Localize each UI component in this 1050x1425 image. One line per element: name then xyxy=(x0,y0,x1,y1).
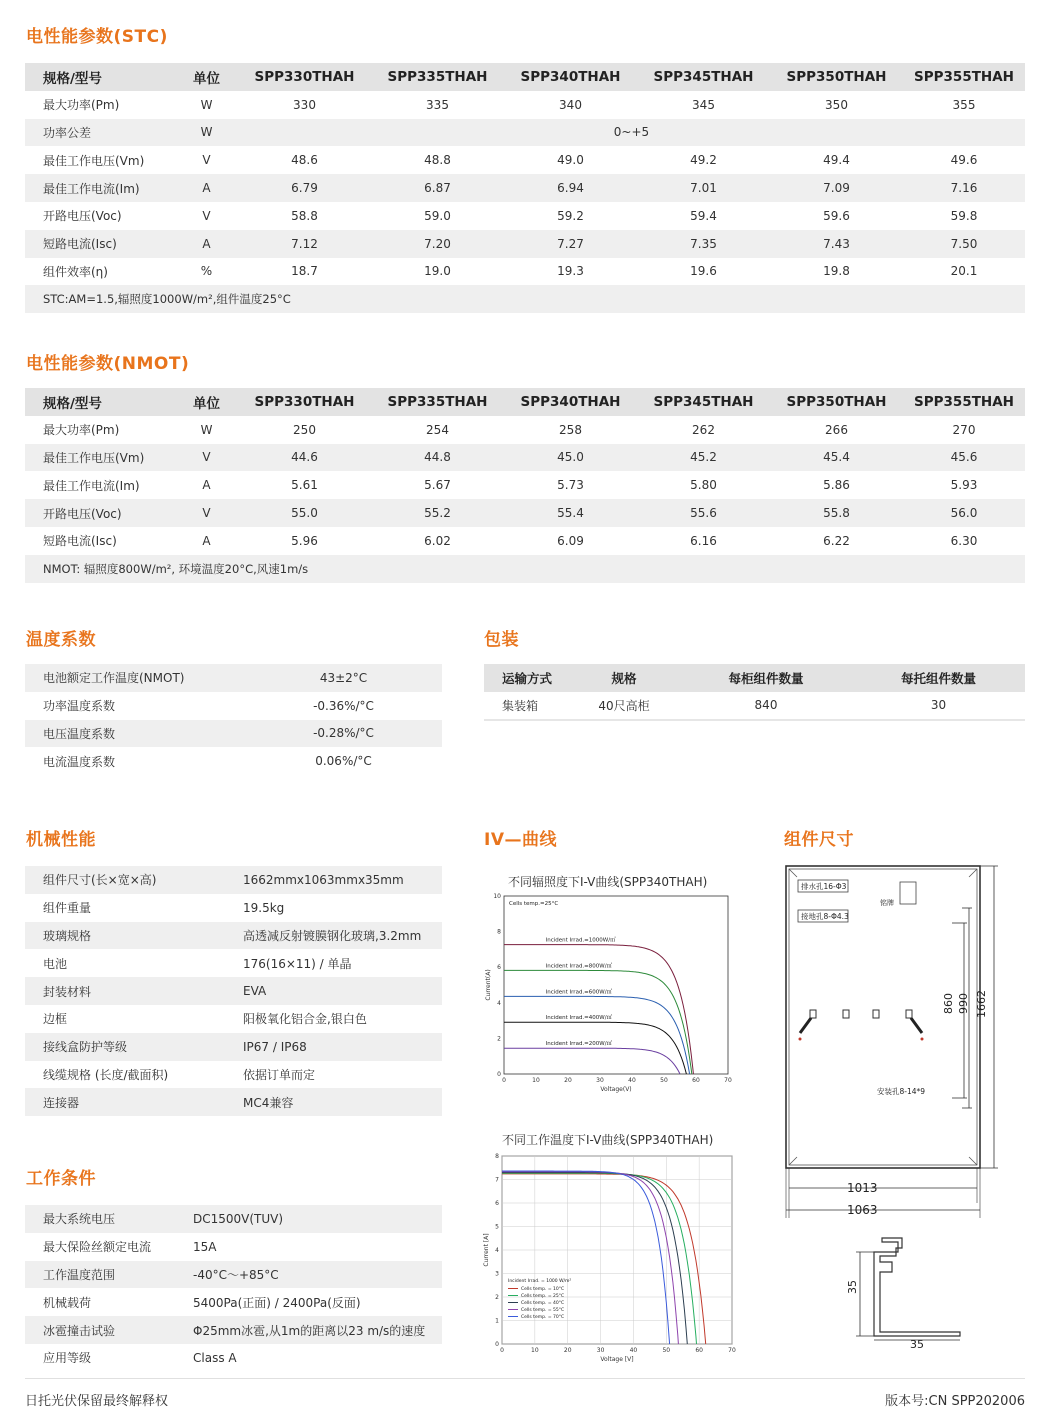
x-tick-label: 30 xyxy=(596,1347,605,1354)
legend-label-2: Cells temp. = 40°C xyxy=(521,1301,565,1306)
value-cell: 45.2 xyxy=(690,450,717,465)
value-cell: 7.20 xyxy=(424,236,451,251)
row-label: 最佳工作电流(Im) xyxy=(43,478,140,493)
nameplate-box xyxy=(900,882,916,904)
row-label: 边框 xyxy=(43,1012,68,1027)
series-label-3: Incident Irrad.=400W/㎡ xyxy=(545,1015,613,1022)
value-cell: 18.7 xyxy=(291,264,318,279)
temp-section-title: 温度系数 xyxy=(26,630,96,650)
series-label-0: Incident Irrad.=1000W/㎡ xyxy=(545,937,616,944)
value-cell: 45.0 xyxy=(557,450,584,465)
row-label: 最大功率(Pm) xyxy=(43,423,120,438)
table-row xyxy=(25,416,1025,444)
y-tick-label: 2 xyxy=(497,1035,501,1043)
row-value: 阳极氧化铝合金,银白色 xyxy=(243,1012,367,1027)
iv-chart2-caption: 不同工作温度下I-V曲线(SPP340THAH) xyxy=(502,1133,714,1147)
x-tick-label: 10 xyxy=(531,1347,539,1354)
row-label: 线缆规格 (长度/截面积) xyxy=(43,1067,169,1082)
ground-hole-label: 接地孔8-Φ4.3 xyxy=(801,912,849,921)
table-row xyxy=(25,202,1025,230)
value-cell: 19.0 xyxy=(424,264,451,279)
packaging-header-3: 每托组件数量 xyxy=(900,670,976,686)
dim-1063: 1063 xyxy=(847,1203,878,1217)
x-tick-label: 70 xyxy=(728,1347,736,1354)
row-unit: % xyxy=(200,264,213,279)
table-row xyxy=(25,174,1025,202)
value-cell: 44.6 xyxy=(291,450,318,465)
table-row xyxy=(25,499,1025,527)
packaging-header-2: 每柜组件数量 xyxy=(728,670,804,686)
y-tick-label: 8 xyxy=(495,1153,499,1160)
row-label: 最大功率(Pm) xyxy=(43,98,120,113)
row-value: 高透减反射镀膜钢化玻璃,3.2mm xyxy=(243,928,422,943)
row-label: 应用等级 xyxy=(43,1351,92,1366)
row-unit: A xyxy=(202,533,211,548)
row-unit: W xyxy=(200,97,213,112)
value-cell: 7.01 xyxy=(690,181,717,196)
row-label: 封装材料 xyxy=(43,984,92,999)
packaging-cell: 840 xyxy=(754,698,778,713)
nmot-header-4: SPP340THAH xyxy=(520,393,621,410)
value-cell: 5.80 xyxy=(690,478,717,493)
value-cell: 49.2 xyxy=(690,153,717,168)
row-value: -0.28%/°C xyxy=(313,726,374,741)
row-label: 短路电流(Isc) xyxy=(43,237,117,252)
row-value: 5400Pa(正面) / 2400Pa(反面) xyxy=(193,1295,361,1310)
table-row xyxy=(25,1316,442,1344)
cable-left xyxy=(800,1018,811,1033)
table-row xyxy=(25,527,1025,555)
iv-temperature-chart xyxy=(480,1150,742,1372)
packaging-header-1: 规格 xyxy=(611,670,637,686)
mechanical-section-title: 机械性能 xyxy=(26,830,96,850)
table-row xyxy=(25,922,442,950)
table-row xyxy=(25,692,442,720)
nmot-note: NMOT: 辐照度800W/m², 环境温度20°C,风速1m/s xyxy=(43,561,309,576)
chart-annotation: Incident Irrad. = 1000 W/m² xyxy=(508,1279,572,1284)
value-cell: 350 xyxy=(825,97,848,112)
table-row xyxy=(25,1005,442,1033)
plot-area xyxy=(504,896,728,1074)
table-row xyxy=(25,866,442,894)
nmot-table xyxy=(25,388,1025,583)
dim-1013: 1013 xyxy=(847,1181,878,1195)
table-row xyxy=(25,444,1025,472)
stc-header-0: 规格/型号 xyxy=(43,70,102,87)
value-cell: 330 xyxy=(293,97,316,112)
row-label: 玻璃规格 xyxy=(43,928,92,943)
value-cell: 5.93 xyxy=(950,478,978,493)
row-unit: V xyxy=(202,450,211,465)
x-tick-label: 50 xyxy=(662,1347,671,1354)
nmot-header-5: SPP345THAH xyxy=(653,393,754,410)
x-tick-label: 20 xyxy=(563,1347,572,1354)
value-cell: 6.02 xyxy=(424,533,451,548)
value-cell: 5.96 xyxy=(291,533,318,548)
y-tick-label: 10 xyxy=(493,893,501,900)
nameplate-label: 铭牌 xyxy=(880,899,894,907)
value-cell: 6.94 xyxy=(557,181,584,196)
value-cell: 6.16 xyxy=(690,533,717,548)
value-cell: 340 xyxy=(559,97,582,112)
value-cell: 45.6 xyxy=(950,450,978,465)
value-cell: 6.30 xyxy=(950,533,978,548)
value-cell: 58.8 xyxy=(291,208,318,223)
value-cell: 345 xyxy=(692,97,715,112)
row-label: 接线盒防护等级 xyxy=(43,1040,128,1055)
table-row xyxy=(25,949,442,977)
mount-hole-label: 安装孔8-14*9 xyxy=(877,1087,926,1096)
x-axis-label: Voltage(V) xyxy=(600,1086,632,1093)
packaging-table xyxy=(484,664,1025,721)
value-cell: 5.86 xyxy=(823,478,850,493)
legend-label-3: Cells temp. = 55°C xyxy=(521,1308,565,1313)
dim-1662: 1662 xyxy=(975,990,988,1018)
drain-hole-label: 排水孔16-Φ3 xyxy=(801,882,847,891)
row-value: Φ25mm冰雹,从1m的距离以23 m/s的速度 xyxy=(193,1323,426,1338)
stc-header-4: SPP340THAH xyxy=(520,68,621,85)
table-row xyxy=(25,664,442,692)
table-row xyxy=(25,91,1025,119)
x-tick-label: 60 xyxy=(695,1347,703,1354)
x-axis-label: Voltage [V] xyxy=(600,1356,634,1363)
row-label: 组件重量 xyxy=(43,901,92,916)
y-tick-label: 0 xyxy=(495,1341,499,1348)
dim-860: 860 xyxy=(942,993,955,1014)
table-row xyxy=(25,258,1025,286)
series-label-4: Incident Irrad.=200W/㎡ xyxy=(545,1041,613,1048)
table-row xyxy=(25,1061,442,1089)
x-tick-label: 30 xyxy=(596,1077,604,1084)
table-row xyxy=(25,119,1025,147)
value-cell: 55.2 xyxy=(424,506,451,521)
x-tick-label: 40 xyxy=(628,1077,636,1084)
value-cell: 56.0 xyxy=(950,506,978,521)
iv-section-title: IV—曲线 xyxy=(484,830,557,850)
row-value: MC4兼容 xyxy=(243,1095,294,1110)
table-row xyxy=(25,1205,442,1233)
value-cell: 59.4 xyxy=(690,208,717,223)
row-value: 19.5kg xyxy=(243,900,285,915)
value-cell: 55.0 xyxy=(291,506,318,521)
row-value: DC1500V(TUV) xyxy=(193,1211,284,1226)
table-row xyxy=(25,747,442,775)
value-cell: 335 xyxy=(426,97,449,112)
value-cell: 19.6 xyxy=(690,264,717,279)
legend-label-1: Cells temp. = 25°C xyxy=(521,1294,565,1299)
row-label: 最佳工作电流(Im) xyxy=(43,181,140,196)
row-label: 连接器 xyxy=(43,1095,80,1110)
series-label-1: Incident Irrad.=800W/㎡ xyxy=(545,963,613,970)
row-unit: V xyxy=(202,208,211,223)
stc-section-title: 电性能参数(STC) xyxy=(26,27,168,47)
value-cell: 6.09 xyxy=(557,533,584,548)
value-cell: 6.22 xyxy=(823,533,850,548)
frame-height-dim: 35 xyxy=(846,1280,859,1294)
working-section-title: 工作条件 xyxy=(26,1169,96,1189)
chart-annotation: Cells temp.=25°C xyxy=(509,901,559,907)
iv-chart1-caption: 不同辐照度下I-V曲线(SPP340THAH) xyxy=(508,875,708,889)
stc-header-6: SPP350THAH xyxy=(786,68,887,85)
table-row xyxy=(25,720,442,748)
stc-note: STC:AM=1.5,辐照度1000W/m²,组件温度25°C xyxy=(43,292,291,307)
value-cell: 49.6 xyxy=(950,153,978,168)
value-cell: 48.8 xyxy=(424,153,451,168)
x-tick-label: 0 xyxy=(502,1077,506,1084)
footer-divider xyxy=(25,1378,1025,1379)
value-cell: 44.8 xyxy=(424,450,451,465)
y-tick-label: 3 xyxy=(495,1270,499,1278)
value-cell: 59.8 xyxy=(950,208,978,223)
legend-label-4: Cells temp. = 70°C xyxy=(521,1315,565,1320)
value-cell: 5.67 xyxy=(424,478,451,493)
value-cell: 59.0 xyxy=(424,208,451,223)
x-tick-label: 0 xyxy=(500,1347,504,1354)
temp-coeff-table xyxy=(25,664,442,775)
x-tick-label: 50 xyxy=(660,1077,668,1084)
packaging-cell: 30 xyxy=(930,698,947,713)
row-label: 最大系统电压 xyxy=(43,1212,116,1227)
iv-irradiance-chart xyxy=(478,888,740,1103)
row-label: 最佳工作电压(Vm) xyxy=(43,153,145,168)
legend-label-0: Cells temp. = 10°C xyxy=(521,1287,565,1292)
value-cell: 262 xyxy=(692,422,715,437)
y-tick-label: 0 xyxy=(497,1071,501,1078)
value-cell: 20.1 xyxy=(950,264,978,279)
x-tick-label: 10 xyxy=(532,1077,540,1084)
footer-left-text: 日托光伏保留最终解释权 xyxy=(25,1394,169,1409)
stc-header-1: 单位 xyxy=(193,70,220,87)
merged-cell: 0~+5 xyxy=(613,125,650,140)
y-tick-label: 7 xyxy=(495,1176,499,1184)
table-row xyxy=(25,1261,442,1289)
value-cell: 355 xyxy=(952,97,976,112)
row-label: 电池额定工作温度(NMOT) xyxy=(43,671,185,686)
cable-right xyxy=(911,1018,922,1033)
nmot-header-2: SPP330THAH xyxy=(254,393,355,410)
stc-header-2: SPP330THAH xyxy=(254,68,355,85)
table-row xyxy=(25,1344,442,1372)
nmot-header-6: SPP350THAH xyxy=(786,393,887,410)
y-tick-label: 4 xyxy=(497,999,501,1007)
table-row xyxy=(25,146,1025,174)
stc-header-3: SPP335THAH xyxy=(387,68,488,85)
x-tick-label: 20 xyxy=(564,1077,572,1084)
mechanical-table xyxy=(25,866,442,1116)
row-value: 15A xyxy=(193,1239,217,1254)
x-tick-label: 70 xyxy=(724,1077,732,1084)
value-cell: 5.61 xyxy=(291,478,318,493)
value-cell: 270 xyxy=(952,422,976,437)
note-row xyxy=(25,285,1025,313)
value-cell: 7.12 xyxy=(291,236,318,251)
value-cell: 19.8 xyxy=(823,264,850,279)
footer-version: 版本号:CN SPP202006 xyxy=(885,1394,1025,1409)
value-cell: 45.4 xyxy=(823,450,850,465)
row-unit: V xyxy=(202,506,211,521)
value-cell: 258 xyxy=(559,422,582,437)
nmot-section-title: 电性能参数(NMOT) xyxy=(26,354,190,374)
note-row xyxy=(25,555,1025,583)
y-tick-label: 8 xyxy=(497,928,501,936)
packaging-cell: 集装箱 xyxy=(502,698,539,713)
row-label: 功率公差 xyxy=(43,125,92,140)
row-label: 短路电流(Isc) xyxy=(43,534,117,549)
row-unit: W xyxy=(200,125,213,140)
y-axis-label: Current [A] xyxy=(483,1233,490,1267)
y-tick-label: 4 xyxy=(495,1247,499,1254)
row-label: 开路电压(Voc) xyxy=(43,209,122,224)
row-label: 电池 xyxy=(43,956,68,971)
value-cell: 48.6 xyxy=(291,153,318,168)
value-cell: 59.6 xyxy=(823,208,850,223)
row-value: 43±2°C xyxy=(319,670,368,685)
row-value: 176(16×11) / 单晶 xyxy=(243,956,352,971)
value-cell: 55.4 xyxy=(557,506,584,521)
nmot-header-0: 规格/型号 xyxy=(43,395,102,412)
x-tick-label: 60 xyxy=(692,1077,700,1084)
row-value: 依据订单而定 xyxy=(243,1067,316,1082)
row-value: EVA xyxy=(243,984,267,999)
series-label-2: Incident Irrad.=600W/㎡ xyxy=(545,989,613,996)
row-unit: V xyxy=(202,153,211,168)
table-row xyxy=(25,1033,442,1061)
value-cell: 19.3 xyxy=(557,264,584,279)
y-tick-label: 6 xyxy=(495,1200,499,1207)
value-cell: 59.2 xyxy=(557,208,584,223)
nmot-header-1: 单位 xyxy=(193,395,220,412)
value-cell: 6.79 xyxy=(291,181,318,196)
value-cell: 7.43 xyxy=(823,236,850,251)
row-label: 功率温度系数 xyxy=(43,699,116,714)
row-label: 冰雹撞击试验 xyxy=(43,1323,116,1338)
row-label: 机械载荷 xyxy=(43,1295,92,1310)
table-row xyxy=(25,1088,442,1116)
working-conditions-table xyxy=(25,1205,442,1372)
packaging-cell: 40尺高柜 xyxy=(598,698,650,713)
nmot-header-3: SPP335THAH xyxy=(387,393,488,410)
value-cell: 55.6 xyxy=(690,506,717,521)
y-axis-label: Current(A) xyxy=(485,969,492,1001)
row-label: 最佳工作电压(Vm) xyxy=(43,450,145,465)
row-label: 电流温度系数 xyxy=(43,754,116,769)
row-label: 最大保险丝额定电流 xyxy=(43,1240,152,1255)
y-tick-label: 1 xyxy=(495,1317,499,1325)
stc-table xyxy=(25,63,1025,313)
row-value: -0.36%/°C xyxy=(313,698,374,713)
dim-990: 990 xyxy=(957,993,970,1014)
row-label: 开路电压(Voc) xyxy=(43,506,122,521)
value-cell: 254 xyxy=(426,422,449,437)
row-label: 工作温度范围 xyxy=(43,1267,116,1282)
stc-header-7: SPP355THAH xyxy=(914,68,1014,85)
frame-profile-drawing xyxy=(840,1232,970,1352)
row-unit: A xyxy=(202,181,211,196)
frame-width-dim: 35 xyxy=(910,1338,924,1351)
row-label: 组件效率(η) xyxy=(43,264,108,279)
row-value: 1662mmx1063mmx35mm xyxy=(243,872,404,887)
value-cell: 6.87 xyxy=(424,181,451,196)
table-row xyxy=(25,1233,442,1261)
row-label: 电压温度系数 xyxy=(43,726,116,741)
row-unit: A xyxy=(202,478,211,493)
value-cell: 7.50 xyxy=(950,236,978,251)
value-cell: 49.0 xyxy=(557,153,584,168)
value-cell: 266 xyxy=(825,422,848,437)
value-cell: 49.4 xyxy=(823,153,850,168)
row-value: Class A xyxy=(193,1350,237,1365)
table-row xyxy=(25,230,1025,258)
x-tick-label: 40 xyxy=(629,1347,638,1354)
module-dimension-drawing xyxy=(772,858,1004,1230)
value-cell: 55.8 xyxy=(823,506,850,521)
row-unit: A xyxy=(202,236,211,251)
y-tick-label: 6 xyxy=(497,964,501,972)
y-tick-label: 2 xyxy=(495,1294,499,1301)
row-value: -40°C～+85°C xyxy=(193,1267,279,1282)
value-cell: 250 xyxy=(293,422,316,437)
value-cell: 7.35 xyxy=(690,236,717,251)
y-tick-label: 5 xyxy=(495,1223,499,1231)
stc-header-5: SPP345THAH xyxy=(653,68,754,85)
value-cell: 5.73 xyxy=(557,478,584,493)
table-row xyxy=(25,471,1025,499)
row-value: 0.06%/°C xyxy=(315,754,372,769)
value-cell: 7.16 xyxy=(950,181,978,196)
value-cell: 7.27 xyxy=(557,236,584,251)
value-cell: 7.09 xyxy=(823,181,850,196)
row-value: IP67 / IP68 xyxy=(243,1039,307,1054)
packaging-header-0: 运输方式 xyxy=(502,670,553,686)
row-label: 组件尺寸(长×宽×高) xyxy=(43,873,157,888)
dims-section-title: 组件尺寸 xyxy=(784,830,854,850)
packaging-section-title: 包装 xyxy=(484,630,519,650)
table-row xyxy=(25,977,442,1005)
table-row xyxy=(25,894,442,922)
table-row xyxy=(25,1288,442,1316)
row-unit: W xyxy=(200,422,213,437)
nmot-header-7: SPP355THAH xyxy=(914,393,1014,410)
